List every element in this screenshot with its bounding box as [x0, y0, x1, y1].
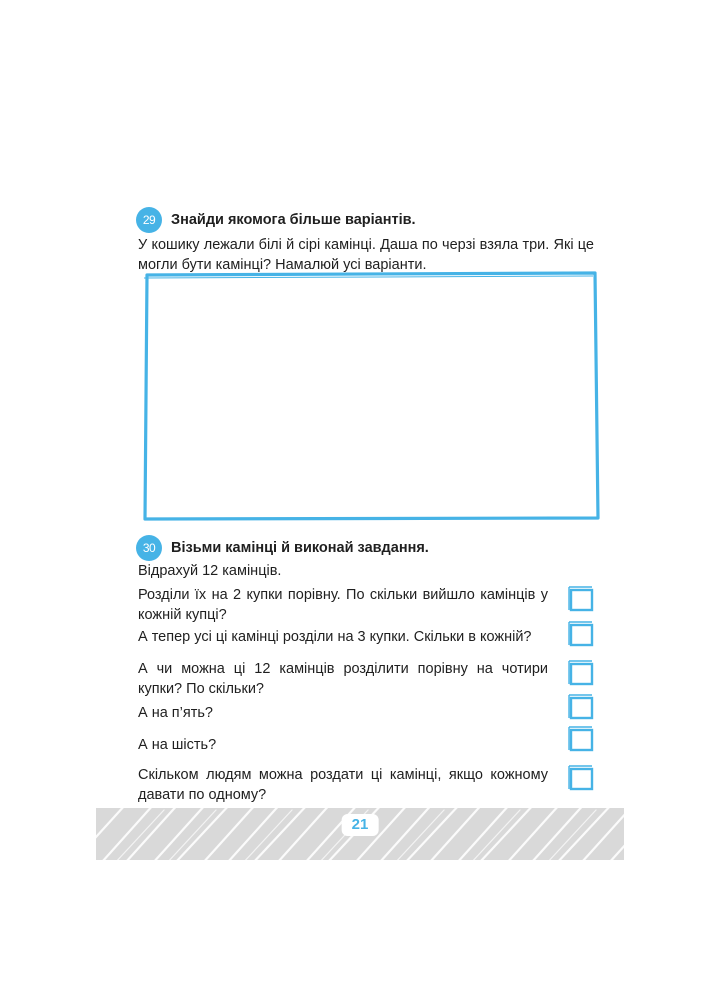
page-number: 21	[342, 814, 379, 836]
task-title: Візьми камінці й виконай завдання.	[171, 540, 429, 556]
task-title: Знайди якомога більше варіантів.	[171, 212, 416, 228]
question-row	[138, 703, 594, 723]
question-row	[138, 659, 594, 699]
task-29-header	[136, 207, 416, 233]
question-text: А чи можна ці 12 камінців розділити порівну на чотири купки? По скільки?	[138, 661, 548, 697]
question-row	[138, 585, 594, 625]
task-30-header	[136, 535, 429, 561]
answer-box[interactable]	[568, 620, 594, 647]
answer-box[interactable]	[568, 659, 594, 686]
drawing-area[interactable]	[141, 270, 601, 522]
answer-box[interactable]	[568, 725, 594, 752]
answer-box[interactable]	[568, 764, 594, 791]
question-row	[138, 735, 594, 755]
question-row	[138, 627, 594, 647]
task-number-badge: 30	[136, 535, 162, 561]
answer-box[interactable]	[568, 693, 594, 720]
answer-box[interactable]	[568, 585, 594, 612]
task-30-intro: Відрахуй 12 камінців.	[138, 563, 282, 579]
question-text: Скільком людям можна роздати ці камінці, якщо кожному давати по одному?	[138, 767, 548, 803]
question-text: Розділи їх на 2 купки порівну. По скільки вийшло камінців у кожній купці?	[138, 587, 548, 623]
question-text: А тепер усі ці камінці розділи на 3 купки. Скільки в кожній?	[138, 629, 532, 645]
question-text: А на шість?	[138, 737, 217, 753]
page-footer	[96, 808, 624, 860]
task-number-badge: 29	[136, 207, 162, 233]
question-row	[138, 765, 594, 805]
question-text: А на п’ять?	[138, 705, 213, 721]
task-29-text: У кошику лежали білі й сірі камінці. Даша по черзі взяла три. Які це могли бути камінці? Намалюй усі варіанти.	[138, 237, 594, 273]
